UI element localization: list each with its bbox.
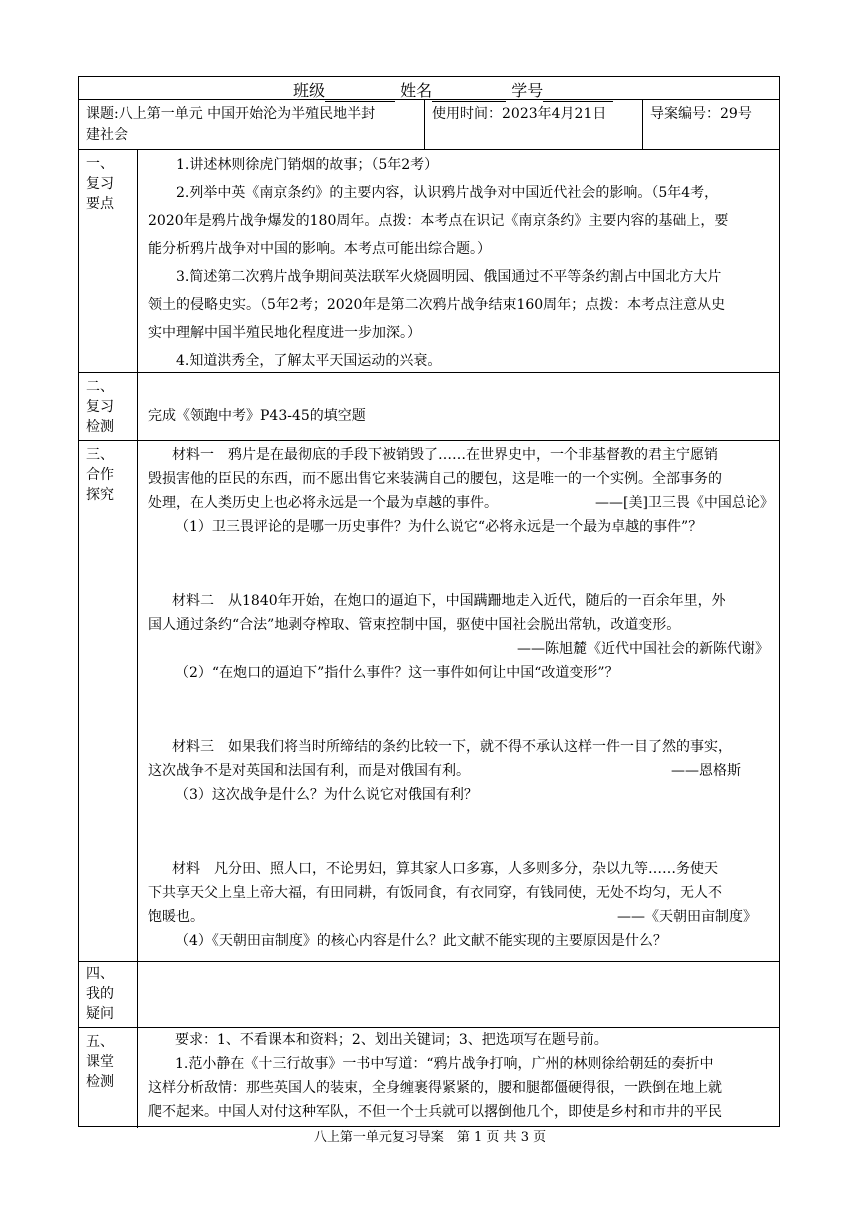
section-class-test	[79, 1027, 779, 1128]
page-footer: 八上第一单元复习导案 第 1 页 共 3 页	[313, 1130, 547, 1145]
lesson-plan-table	[78, 76, 780, 1127]
topic-line-1: 课题:八上第一单元 中国开始沦为半殖民地半封	[86, 106, 376, 122]
point-line: 能分析鸦片战争对中国的影响。本考点可能出综合题。）	[148, 241, 491, 257]
name-label: 姓名	[400, 81, 433, 100]
material-line: 材料一 鸦片是在最彻底的手段下被销毁了……在世界史中，一个非基督教的君主宁愿销	[172, 447, 718, 463]
point-line: 2.列举中英《南京条约》的主要内容，认识鸦片战争对中国近代社会的影响。（5年4考，	[176, 185, 719, 201]
question-line: （1）卫三畏评论的是哪一历史事件？为什么说它“必将永远是一个最为卓越的事件”？	[175, 519, 703, 535]
material-source: ——陈旭麓《近代中国社会的新陈代谢》	[517, 641, 769, 657]
point-line: 2020年是鸦片战争爆发的180周年。点拨：本考点在识记《南京条约》主要内容的基础上，要	[148, 213, 729, 229]
material-line: 饱暖也。	[148, 909, 204, 925]
test-line: 这样分析敌情：那些英国人的装束，全身缠裹得紧紧的，腰和腿都僵硬得很，一跌倒在地上就	[148, 1080, 722, 1096]
info-row	[79, 99, 779, 149]
task-line: 完成《领跑中考》P43-45的填空题	[148, 408, 366, 424]
section-label: 二、 复习 检测	[86, 379, 114, 435]
questions-area[interactable]	[139, 962, 779, 1027]
point-line: 领土的侵略史实。（5年2考；2020年是第二次鸦片战争结束160周年；点拨：本考点注意从史	[148, 297, 726, 313]
material-line: 材料 凡分田、照人口，不论男妇，算其家人口多寡，人多则多分，杂以九等……务使天	[172, 861, 718, 877]
section-label: 一、 复习 要点	[86, 156, 114, 212]
serial-number: 导案编号：29号	[650, 106, 752, 122]
material-line: 材料二 从1840年开始，在炮口的逼迫下，中国蹒跚地走入近代，随后的一百余年里，外	[172, 593, 726, 609]
topic-line-2: 建社会	[86, 127, 128, 143]
point-line: 1.讲述林则徐虎门销烟的故事；（5年2考）	[176, 157, 439, 173]
section-my-questions	[79, 961, 779, 1027]
test-line: 爬不起来。中国人对付这种军队，不但一个士兵就可以撂倒他几个，即使是乡村和市井的平民	[148, 1104, 722, 1120]
section-cooperative-inquiry	[79, 440, 779, 961]
section-label: 五、 课堂 检测	[86, 1034, 114, 1090]
usage-date: 使用时间：2023年4月21日	[432, 106, 607, 122]
material-source: ——《天朝田亩制度》	[617, 909, 757, 925]
material-line: 处理，在人类历史上也必将永远是一个最为卓越的事件。	[148, 495, 498, 511]
section-review-points	[79, 149, 779, 372]
section-label: 四、 我的 疑问	[86, 966, 114, 1022]
material-line: 材料三 如果我们将当时所缔结的条约比较一下，就不得不承认这样一件一目了然的事实，	[172, 739, 732, 755]
material-source: ——恩格斯	[671, 763, 741, 779]
question-line: （3）这次战争是什么？为什么说它对俄国有利？	[175, 787, 478, 803]
point-line: 4.知道洪秀全，了解太平天国运动的兴衰。	[176, 353, 442, 369]
id-label: 学号	[511, 81, 544, 100]
test-line: 1.范小静在《十三行故事》一书中写道：“鸦片战争打响，广州的林则徐给朝廷的奏折中	[175, 1056, 714, 1072]
question-line: （4）《天朝田亩制度》的核心内容是什么？此文献不能实现的主要原因是什么？	[175, 933, 667, 949]
section-label: 三、 合作 探究	[86, 447, 114, 503]
material-line: 国人通过条约“合法”地剥夺榨取、管束控制中国，驱使中国社会脱出常轨，改道变形。	[148, 617, 681, 633]
test-line: 要求：1、不看课本和资料；2、划出关键词；3、把选项写在题号前。	[175, 1032, 608, 1048]
point-line: 3.简述第二次鸦片战争期间英法联军火烧圆明园、俄国通过不平等条约割占中国北方大片	[176, 269, 722, 285]
question-line: （2）“在炮口的逼迫下”指什么事件？这一事件如何让中国“改道变形”？	[175, 665, 619, 681]
point-line: 实中理解中国半殖民地化程度进一步加深。）	[148, 325, 421, 341]
material-line: 这次战争不是对英国和法国有利，而是对俄国有利。	[148, 763, 470, 779]
material-source: ——[美]卫三畏《中国总论》	[595, 495, 774, 511]
section-review-test	[79, 372, 779, 440]
material-line: 下共享天父上皇上帝大福，有田同耕，有饭同食，有衣同穿，有钱同使，无处不均匀，无人不	[148, 885, 722, 901]
class-label: 班级	[293, 81, 326, 100]
material-line: 毁损害他的臣民的东西，而不愿出售它来装满自己的腰包，这是唯一的一个实例。全部事务的	[148, 471, 722, 487]
